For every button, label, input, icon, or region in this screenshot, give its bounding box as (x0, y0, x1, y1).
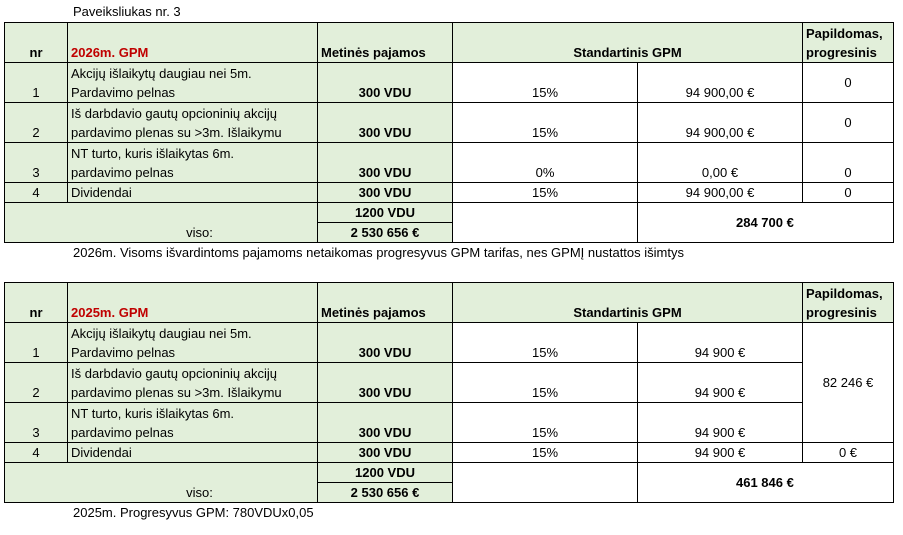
header-row (5, 23, 894, 63)
row-nr: 2 (5, 363, 68, 403)
row-nr: 4 (5, 183, 68, 203)
row-income: 300 VDU (318, 443, 453, 463)
total-row (5, 463, 894, 483)
header-standard-gpm: Standartinis GPM (453, 283, 803, 323)
row-amount: 94 900,00 € (638, 103, 803, 143)
total-label: viso: (5, 203, 318, 243)
row-description: Iš darbdavio gautų opcioninių akcijų pardavimo plenas su >3m. Išlaikymu (68, 363, 318, 403)
row-nr: 3 (5, 143, 68, 183)
total-eur: 2 530 656 € (318, 223, 453, 243)
table-row (5, 63, 894, 103)
header-nr: nr (5, 23, 68, 63)
progressive-merged: 82 246 € (803, 323, 894, 443)
row-rate: 0% (453, 143, 638, 183)
header-year: 2025m. GPM (68, 283, 318, 323)
row-rate: 15% (453, 403, 638, 443)
row-rate: 15% (453, 183, 638, 203)
header-row (5, 283, 894, 323)
row-progressive: 0 (803, 183, 894, 203)
row-amount: 94 900 € (638, 323, 803, 363)
total-empty-cell (453, 463, 638, 503)
row-income: 300 VDU (318, 183, 453, 203)
table-row (5, 183, 894, 203)
table-row (5, 143, 894, 183)
table-row (5, 443, 894, 463)
row-income: 300 VDU (318, 403, 453, 443)
row-progressive: 0 € (803, 443, 894, 463)
row-amount: 94 900 € (638, 363, 803, 403)
total-tax: 284 700 € (638, 203, 894, 243)
table-2026 (4, 22, 894, 243)
row-rate: 15% (453, 443, 638, 463)
total-eur: 2 530 656 € (318, 483, 453, 503)
row-income: 300 VDU (318, 323, 453, 363)
row-income: 300 VDU (318, 103, 453, 143)
row-income: 300 VDU (318, 63, 453, 103)
total-label: viso: (5, 463, 318, 503)
note-2026: 2026m. Visoms išvardintoms pajamoms netaikomas progresyvus GPM tarifas, nes GPMĮ nustattos išimtys (73, 245, 684, 260)
row-progressive: 0 (803, 103, 894, 143)
header-standard-gpm: Standartinis GPM (453, 23, 803, 63)
row-nr: 4 (5, 443, 68, 463)
row-description: Iš darbdavio gautų opcioninių akcijų pardavimo plenas su >3m. Išlaikymu (68, 103, 318, 143)
row-amount: 94 900,00 € (638, 183, 803, 203)
note-2025: 2025m. Progresyvus GPM: 780VDUx0,05 (73, 505, 314, 520)
row-description: NT turto, kuris išlaikytas 6m. pardavimo pelnas (68, 403, 318, 443)
row-nr: 3 (5, 403, 68, 443)
header-progressive: Papildomas, progresinis (803, 23, 894, 63)
row-nr: 2 (5, 103, 68, 143)
row-income: 300 VDU (318, 143, 453, 183)
row-amount: 0,00 € (638, 143, 803, 183)
table-row (5, 363, 894, 403)
row-rate: 15% (453, 103, 638, 143)
row-rate: 15% (453, 63, 638, 103)
table-row (5, 103, 894, 143)
row-amount: 94 900 € (638, 443, 803, 463)
total-empty-cell (453, 203, 638, 243)
header-income: Metinės pajamos (318, 23, 453, 63)
header-year: 2026m. GPM (68, 23, 318, 63)
row-amount: 94 900 € (638, 403, 803, 443)
row-amount: 94 900,00 € (638, 63, 803, 103)
header-progressive: Papildomas, progresinis (803, 283, 894, 323)
header-nr: nr (5, 283, 68, 323)
row-income: 300 VDU (318, 363, 453, 403)
row-nr: 1 (5, 323, 68, 363)
row-description: Dividendai (68, 443, 318, 463)
row-description: Akcijų išlaikytų daugiau nei 5m. Pardavimo pelnas (68, 63, 318, 103)
table-row (5, 323, 894, 363)
row-rate: 15% (453, 323, 638, 363)
total-row (5, 203, 894, 223)
row-nr: 1 (5, 63, 68, 103)
row-rate: 15% (453, 363, 638, 403)
row-description: NT turto, kuris išlaikytas 6m. pardavimo pelnas (68, 143, 318, 183)
table-row (5, 403, 894, 443)
total-tax: 461 846 € (638, 463, 894, 503)
row-description: Dividendai (68, 183, 318, 203)
table-2025 (4, 282, 894, 503)
total-vdu: 1200 VDU (318, 463, 453, 483)
row-progressive: 0 (803, 143, 894, 183)
figure-caption: Paveiksliukas nr. 3 (73, 4, 181, 19)
header-income: Metinės pajamos (318, 283, 453, 323)
row-progressive: 0 (803, 63, 894, 103)
row-description: Akcijų išlaikytų daugiau nei 5m. Pardavimo pelnas (68, 323, 318, 363)
total-vdu: 1200 VDU (318, 203, 453, 223)
